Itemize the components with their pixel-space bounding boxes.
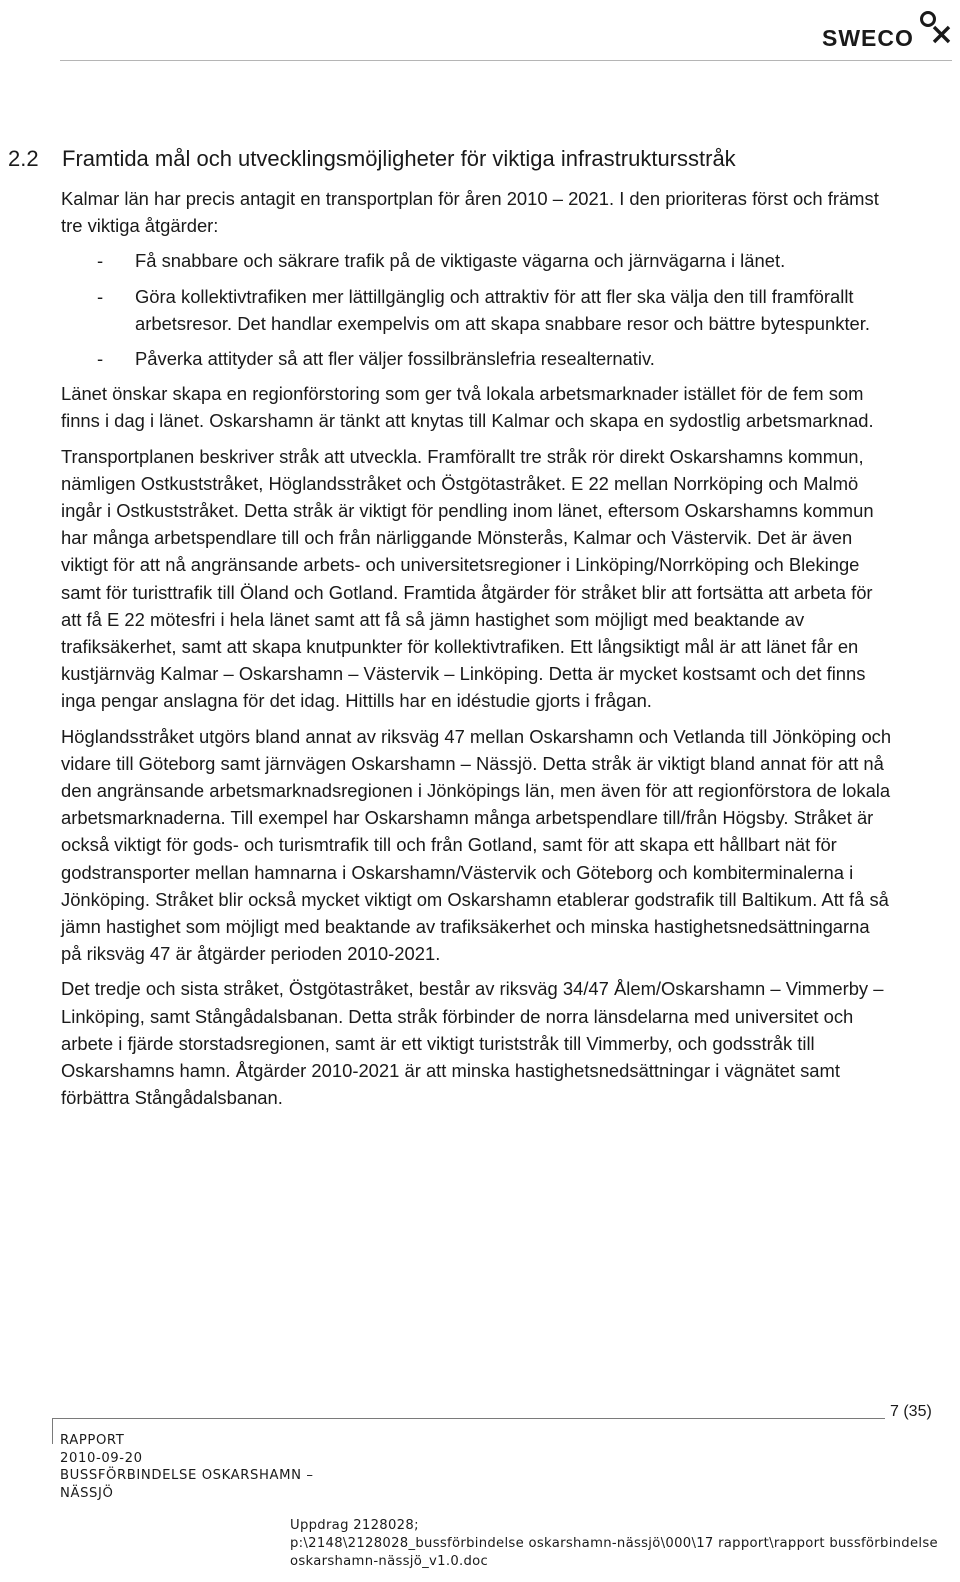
- list-item-text: Göra kollektivtrafiken mer lättillgänglig och attraktiv för att fler ska välja den till framförallt arbetsresor. Det handlar exempelvis om att skapa snabbare resor och bättre bytespunkter.: [135, 285, 870, 334]
- paragraph-regional: Länet önskar skapa en regionförstoring som ger två lokala arbetsmarknader istället för de fem som finns i dag i länet. Oskarshamn är tänkt att knytas till Kalmar och skapa en sydostlig arbetsmarknad.: [61, 383, 874, 432]
- document-body: [61, 185, 893, 1120]
- list-item: [61, 247, 893, 274]
- list-item-text: Påverka attityder så att fler väljer fossilbränslefria resealternativ.: [135, 348, 655, 370]
- sweco-logo: [822, 10, 954, 50]
- header-divider: [60, 60, 952, 61]
- paragraph-ostgota: Det tredje och sista stråket, Östgötastråket, består av riksväg 34/47 Ålem/Oskarshamn – Vimmerby – Linköping, samt Stångådalsbanan. Detta stråk förbinder de norra länsdelarna med universitet och arbete i fjärde storstadsregionen, samt är ett viktigt turiststråk till Vimmerby, och godsstråk till Oskarshamns hamn. Åtgärder 2010-2021 är att minska hastighetsnedsättningar i vägnätet samt förbättra Stångådalsbanan.: [61, 978, 884, 1109]
- footer-date: 2010-09-20: [60, 1450, 143, 1466]
- footer-file-info: [290, 1517, 938, 1571]
- logo-text: SWECO: [822, 25, 914, 51]
- paragraph-ostkust: Transportplanen beskriver stråk att utveckla. Framförallt tre stråk rör direkt Oskarshamns kommun, nämligen Ostkuststråket, Höglandsstråket och Östgötastråket. E 22 mellan Norrköping och Malmö ingår i Ostkuststråket. Detta stråk är viktigt för pendling inom länet, eftersom Oskarshamns kommun har många arbetspendlare till och från närliggande Mönsterås, Kalmar och Västervik. Det är även viktigt för att nå angränsande arbets- och universitetsregioner i Linköping/Norrköping och Blekinge samt för turisttrafik till Öland och Gotland. Framtida åtgärder för stråket blir att fortsätta att arbeta för att få E 22 mötesfri i hela länet samt att få så jämn hastighet som möjligt med beaktande av trafiksäkerhet, samt att skapa knutpunkter för kollektivtrafiken. Ett långsiktigt mål är att länet får en kustjärnväg Kalmar – Oskarshamn – Västervik – Linköping. Detta är mycket kostsamt och det finns inga pengar anslagna för det idag. Hittills har en idéstudie gjorts i frågan.: [61, 445, 874, 712]
- section-title: Framtida mål och utvecklingsmöjligheter för viktiga infrastruktursstråk: [62, 146, 736, 171]
- page-number: 7 (35): [890, 1403, 932, 1420]
- footer-file-name: oskarshamn-nässjö_v1.0.doc: [290, 1554, 489, 1569]
- intro-paragraph: Kalmar län har precis antagit en transportplan för åren 2010 – 2021. I den prioriteras först och främst tre viktiga åtgärder:: [61, 188, 879, 237]
- bullet-dash: -: [97, 250, 104, 272]
- footer-file-path: p:\2148\2128028_bussförbindelse oskarshamn-nässjö\000\17 rapport\rapport bussförbindelse: [290, 1536, 938, 1551]
- sweco-emblem-icon: [919, 10, 953, 44]
- paragraph-hogland: Höglandsstråket utgörs bland annat av riksväg 47 mellan Oskarshamn och Vetlanda till Jönköping och vidare till Göteborg samt järnvägen Oskarshamn – Nässjö. Detta stråk är viktigt bland annat för att nå den angränsande arbetsmarknadsregionen i Jönköpings län, men även för att regionförstora de lokala arbetsmarknaderna. Till exempel har Oskarshamn många arbetspendlare till/från Högsby. Stråket är också viktigt för gods- och turismtrafik till och från Gotland, samt för att skapa ett hållbart nät för godstransporter mellan hamnarna i Oskarshamn/Västervik och Göteborg och kombiterminalerna i Jönköping. Stråket blir också mycket viktigt om Oskarshamn etablerar godstrafik till Baltikum. Att få så jämn hastighet som möjligt med beaktande av trafiksäkerhet och minska hastighetsnedsättningarna på riksväg 47 är åtgärder perioden 2010-2021.: [61, 725, 892, 965]
- priority-list: [61, 247, 893, 372]
- list-item: [61, 345, 893, 372]
- footer-divider-tick: [52, 1418, 53, 1444]
- footer-divider: [52, 1418, 885, 1419]
- footer-report-info: [60, 1432, 314, 1502]
- footer-assignment: Uppdrag 2128028;: [290, 1518, 419, 1533]
- section-number: 2.2: [8, 146, 39, 171]
- footer-title-line-1: BUSSFÖRBINDELSE OSKARSHAMN –: [60, 1468, 314, 1483]
- bullet-dash: -: [97, 348, 104, 370]
- bullet-dash: -: [97, 285, 104, 307]
- list-item-text: Få snabbare och säkrare trafik på de viktigaste vägarna och järnvägarna i länet.: [135, 250, 786, 272]
- list-item: [61, 283, 893, 337]
- footer-report-type: RAPPORT: [60, 1433, 125, 1448]
- footer-title-line-2: NÄSSJÖ: [60, 1485, 114, 1501]
- section-heading: [8, 146, 736, 172]
